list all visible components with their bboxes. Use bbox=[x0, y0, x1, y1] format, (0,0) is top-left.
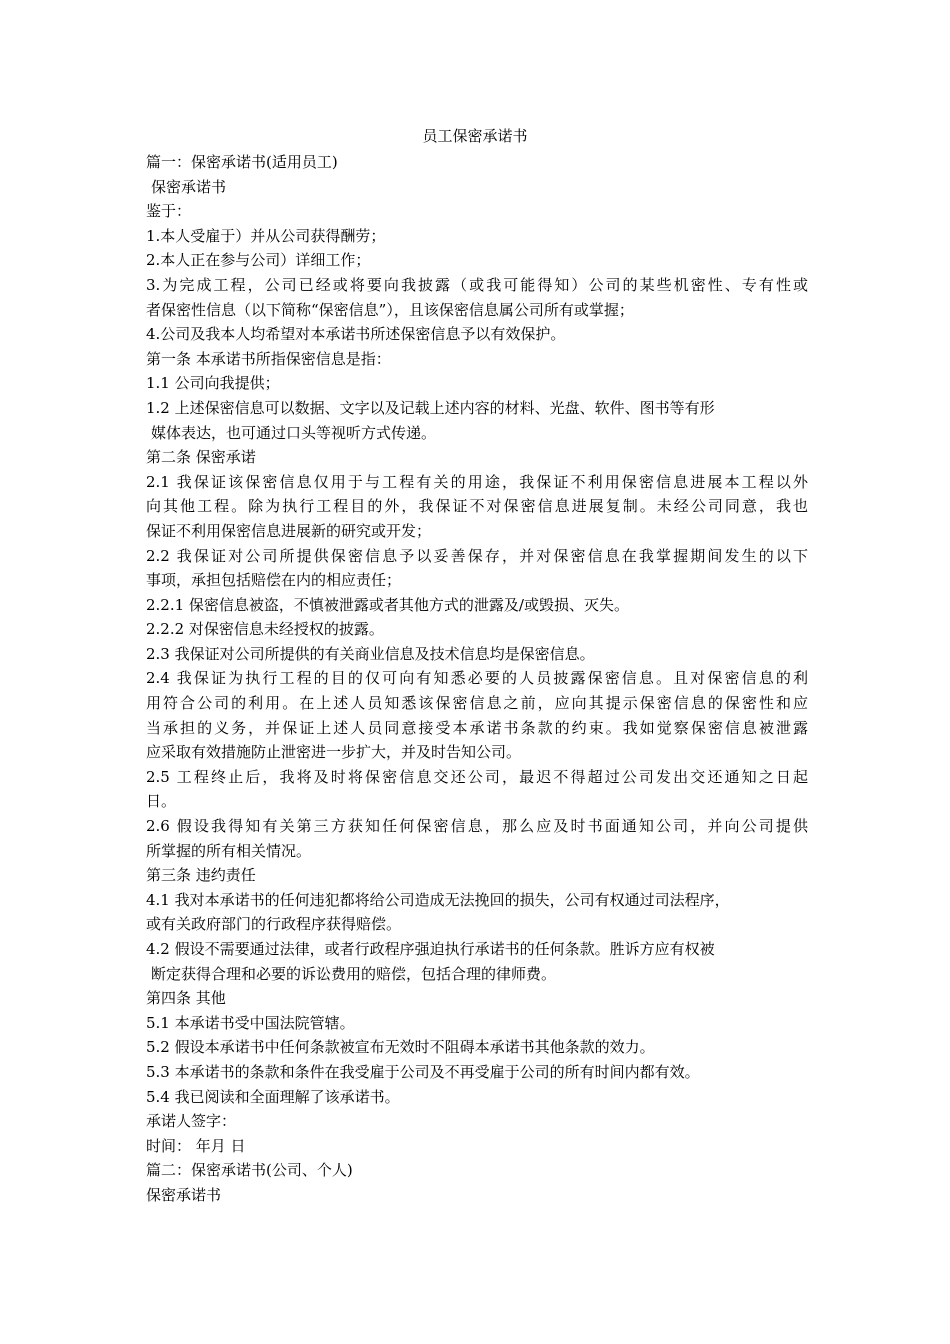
document-line: 2.4 我保证为执行工程的目的仅可向有知悉必要的人员披露保密信息。且对保密信息的利 bbox=[146, 669, 808, 688]
document-line: 当承担的义务，并保证上述人员同意接受本承诺书条款的约束。我如觉察保密信息被泄露 bbox=[146, 718, 808, 737]
document-line: 2.2.2 对保密信息未经授权的披露。 bbox=[146, 620, 384, 639]
document-line: 4.公司及我本人均希望对本承诺书所述保密信息予以有效保护。 bbox=[146, 325, 566, 344]
document-line: 第四条 其他 bbox=[146, 989, 226, 1008]
document-line: 5.4 我已阅读和全面理解了该承诺书。 bbox=[146, 1087, 400, 1106]
document-line: 断定获得合理和必要的诉讼费用的赔偿，包括合理的律师费。 bbox=[151, 964, 557, 983]
document-line: 承诺人签字： bbox=[146, 1112, 237, 1131]
document-line: 第二条 保密承诺 bbox=[146, 448, 256, 467]
document-line: 1.本人受雇于）并从公司获得酬劳； bbox=[146, 226, 386, 245]
document-line: 2.5 工程终止后，我将及时将保密信息交还公司，最迟不得超过公司发出交还通知之日起 bbox=[146, 767, 808, 786]
document-line: 4.1 我对本承诺书的任何违犯都将给公司造成无法挽回的损失，公司有权通过司法程序， bbox=[146, 890, 730, 909]
document-line: 保证不利用保密信息进展新的研究或开发； bbox=[146, 521, 432, 540]
document-line: 所掌握的所有相关情况。 bbox=[146, 841, 312, 860]
document-line: 5.3 本承诺书的条款和条件在我受雇于公司及不再受雇于公司的所有时间内都有效。 bbox=[146, 1062, 700, 1081]
document-title: 员工保密承诺书 bbox=[422, 127, 528, 145]
document-line: 2.2.1 保密信息被盗，不慎被泄露或者其他方式的泄露及/或毁损、灭失。 bbox=[146, 595, 629, 614]
document-line: 者保密性信息（以下简称“保密信息”），且该保密信息属公司所有或掌握； bbox=[146, 300, 634, 319]
document-line: 保密承诺书 bbox=[151, 177, 227, 196]
document-line: 应采取有效措施防止泄密进一步扩大，并及时告知公司。 bbox=[146, 743, 522, 762]
document-line: 1.2 上述保密信息可以数据、文字以及记载上述内容的材料、光盘、软件、图书等有形 bbox=[146, 398, 715, 417]
document-line: 时间： 年月 日 bbox=[146, 1136, 246, 1155]
document-line: 2.1 我保证该保密信息仅用于与工程有关的用途，我保证不利用保密信息进展本工程以外 bbox=[146, 472, 808, 491]
document-line: 事项，承担包括赔偿在内的相应责任； bbox=[146, 571, 402, 590]
document-line: 2.本人正在参与公司）详细工作； bbox=[146, 251, 371, 270]
document-line: 2.3 我保证对公司所提供的有关商业信息及技术信息均是保密信息。 bbox=[146, 644, 595, 663]
document-body bbox=[146, 150, 808, 1208]
document-line: 5.2 假设本承诺书中任何条款被宣布无效时不阻碍本承诺书其他条款的效力。 bbox=[146, 1038, 655, 1057]
document-line: 1.1 公司向我提供； bbox=[146, 374, 280, 393]
document-line: 媒体表达，也可通过口头等视听方式传递。 bbox=[151, 423, 437, 442]
document-line: 用符合公司的利用。在上述人员知悉该保密信息之前，应向其提示保密信息的保密性和应 bbox=[146, 694, 808, 713]
document-line: 或有关政府部门的行政程序获得赔偿。 bbox=[146, 915, 402, 934]
document-line: 篇一：保密承诺书(适用员工) bbox=[146, 153, 338, 171]
document-line: 4.2 假设不需要通过法律，或者行政程序强迫执行承诺书的任何条款。胜诉方应有权被 bbox=[146, 940, 715, 958]
document-line: 5.1 本承诺书受中国法院管辖。 bbox=[146, 1013, 355, 1032]
document-line: 第一条 本承诺书所指保密信息是指： bbox=[146, 349, 391, 368]
document-line: 保密承诺书 bbox=[146, 1185, 222, 1204]
document-line: 鉴于： bbox=[146, 202, 192, 221]
document-line: 3.为完成工程，公司已经或将要向我披露（或我可能得知）公司的某些机密性、专有性或 bbox=[146, 275, 808, 294]
document-line: 向其他工程。除为执行工程目的外，我保证不对保密信息进展复制。未经公司同意，我也 bbox=[146, 497, 808, 516]
document-line: 日。 bbox=[146, 792, 177, 811]
document-line: 篇二：保密承诺书(公司、个人) bbox=[146, 1161, 353, 1180]
document-line: 2.2 我保证对公司所提供保密信息予以妥善保存，并对保密信息在我掌握期间发生的以下 bbox=[146, 546, 808, 565]
document-line: 2.6 假设我得知有关第三方获知任何保密信息，那么应及时书面通知公司，并向公司提供 bbox=[146, 817, 808, 836]
document-line: 第三条 违约责任 bbox=[146, 866, 256, 885]
